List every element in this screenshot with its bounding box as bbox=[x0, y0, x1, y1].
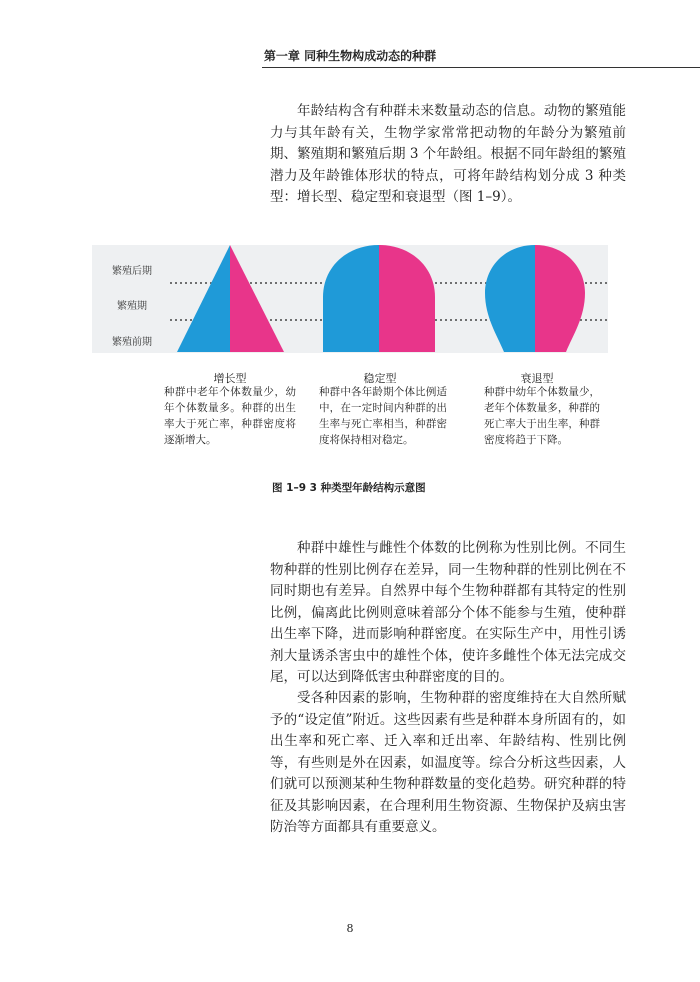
stage-label-post-reproductive: 繁殖后期 bbox=[112, 266, 152, 277]
type-desc-declining: 种群中幼年个体数量少，老年个体数量多，种群的死亡率大于出生率，种群密度将趋于下降。 bbox=[484, 386, 600, 446]
age-pyramid-diagram bbox=[92, 245, 608, 355]
type-desc-growth: 种群中老年个体数量少，幼年个体数量多。种群的出生率大于死亡率，种群密度将逐渐增大。 bbox=[164, 386, 296, 446]
figure-caption: 图 1–9 3 种类型年龄结构示意图 bbox=[272, 482, 426, 494]
type-title-growth: 增长型 bbox=[213, 372, 247, 385]
stable-pyramid-right bbox=[379, 245, 435, 352]
stable-pyramid-left bbox=[323, 245, 379, 352]
type-title-declining: 衰退型 bbox=[520, 372, 554, 385]
page-number: 8 bbox=[346, 922, 354, 935]
declining-pyramid-right bbox=[535, 245, 585, 352]
growth-pyramid bbox=[177, 245, 284, 352]
growth-pyramid-left bbox=[177, 245, 230, 352]
stage-label-reproductive: 繁殖期 bbox=[117, 301, 147, 312]
running-header: 第一章 同种生物构成动态的种群 bbox=[263, 49, 437, 63]
header-rule bbox=[262, 67, 700, 68]
type-title-stable: 稳定型 bbox=[363, 372, 397, 385]
paragraph-age-structure: 年龄结构含有种群未来数量动态的信息。动物的繁殖能力与其年龄有关，生物学家常常把动物的年龄分为繁殖前期、繁殖期和繁殖后期 3 个年龄组。根据不同年龄组的繁殖潜力及年龄锥体形状的特点，可将年龄结构划分成 3 种类型：增长型、稳定型和衰退型（图 1–9）。 bbox=[270, 103, 626, 205]
paragraph-sex-ratio: 种群中雄性与雌性个体数的比例称为性别比例。不同生物种群的性别比例存在差异，同一生物种群的性别比例在不同时期也有差异。自然界中每个生物种群都有其特定的性别比例，偏离此比例则意味着部分个体不能参与生殖，使种群出生率下降，进而影响种群密度。在实际生产中，用性引诱剂大量诱杀害虫中的雄性个体，使许多雌性个体无法完成交尾，可以达到降低害虫种群密度的目的。 bbox=[270, 540, 626, 685]
type-desc-stable: 种群中各年龄期个体比例适中，在一定时间内种群的出生率与死亡率相当，种群密度将保持相对稳定。 bbox=[319, 386, 447, 446]
stage-label-pre-reproductive: 繁殖前期 bbox=[112, 337, 152, 348]
declining-pyramid bbox=[485, 245, 585, 352]
declining-pyramid-left bbox=[485, 245, 535, 352]
stable-pyramid bbox=[323, 245, 435, 352]
paragraph-density-factors: 受各种因素的影响，生物种群的密度维持在大自然所赋予的“设定值”附近。这些因素有些是种群本身所固有的，如出生率和死亡率、迁入率和迁出率、年龄结构、性别比例等，有些则是外在因素，如温度等。综合分析这些因素，人们就可以预测某种生物种群数量的变化趋势。研究种群的特征及其影响因素，在合理利用生物资源、生物保护及病虫害防治等方面都具有重要意义。 bbox=[270, 690, 626, 835]
growth-pyramid-right bbox=[230, 245, 284, 352]
